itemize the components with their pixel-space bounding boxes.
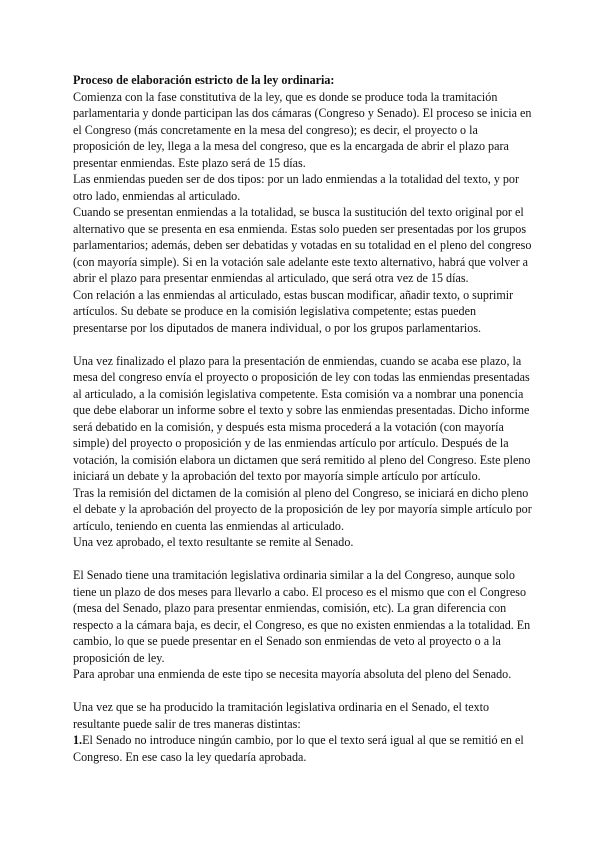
paragraph: Con relación a las enmiendas al articulado, estas buscan modificar, añadir texto, o suprimir artículos. Su debate se produce en la comisión legislativa competente; estas pueden presentarse por los diputados de manera individual, o por los grupos parlamentarios. [73,287,514,335]
paragraph-gap [73,336,533,353]
paragraph: Tras la remisión del dictamen de la comisión al pleno del Congreso, se iniciará en dicho pleno el debate y la aprobación del proyecto de la proposición de ley por mayoría simple artículo por artículo, teniendo en cuenta las enmiendas al articulado. [73,485,532,533]
numbered-item [73,732,533,765]
paragraph: Una vez que se ha producido la tramitación legislativa ordinaria en el Senado, el texto resultante puede salir de tres maneras distintas: [73,700,490,731]
document-page [73,72,533,765]
paragraph: Comienza con la fase constitutiva de la ley, que es donde se produce toda la tramitación parlamentaria y donde participan las dos cámaras (Congreso y Senado). El proceso se inicia en el Congreso (más concretamente en la mesa del congreso); es decir, el proyecto o la proposición de ley, llega a la mesa del congreso, que es la encargada de abrir el plazo para presentar enmiendas. Este plazo será de 15 días. [73,89,532,170]
item-text: El Senado no introduce ningún cambio, por lo que el texto será igual al que se remitió en el Congreso. En ese caso la ley quedaría aprobada. [73,733,524,764]
paragraph: Una vez aprobado, el texto resultante se remite al Senado. [73,535,354,549]
paragraph: El Senado tiene una tramitación legislativa ordinaria similar a la del Congreso, aunque solo tiene un plazo de dos meses para llevarlo a cabo. El proceso es el mismo que con el Congreso (mesa del Senado, plazo para presentar enmiendas, comisión, etc). La gran diferencia con respecto a la cámara baja, es decir, el Congreso, es que no existen enmiendas a la totalidad. En cambio, lo que se puede presentar en el Senado son enmiendas de veto al proyecto o a la proposición de ley. [73,568,531,665]
item-number: 1. [73,733,83,747]
paragraph: Para aprobar una enmienda de este tipo se necesita mayoría absoluta del pleno del Senado. [73,667,512,681]
paragraph: Cuando se presentan enmiendas a la totalidad, se busca la sustitución del texto original por el alternativo que se presenta en esa enmienda. Estas solo pueden ser presentadas por los grupos parlamentarios; además, deben ser debatidas y votadas en su totalidad en el pleno del congreso (con mayoría simple). Si en la votación sale adelante este texto alternativo, habrá que volver a abrir el plazo para presentar enmiendas al articulado, que será otra vez de 15 días. [73,205,532,285]
paragraph-gap [73,551,533,568]
paragraph: Las enmiendas pueden ser de dos tipos: por un lado enmiendas a la totalidad del texto, y por otro lado, enmiendas al articulado. [73,172,520,203]
paragraph: Una vez finalizado el plazo para la presentación de enmiendas, cuando se acaba ese plazo, la mesa del congreso envía el proyecto o proposición de ley con todas las enmiendas presentadas al articulado, a la comisión legislativa competente. Esta comisión va a nombrar una ponencia que debe elaborar un informe sobre el texto y sobre las enmiendas presentadas. Dicho informe será debatido en la comisión, y después esta misma procederá a la votación (con mayoría simple) del proyecto o proposición y de las enmiendas artículo por artículo. Después de la votación, la comisión elabora un dictamen que será remitido al pleno del Congreso. Este pleno iniciará un debate y la aprobación del texto por mayoría simple artículo por artículo. [73,353,531,483]
paragraph-gap [73,683,533,700]
document-title: Proceso de elaboración estricto de la ley ordinaria: [73,73,335,87]
